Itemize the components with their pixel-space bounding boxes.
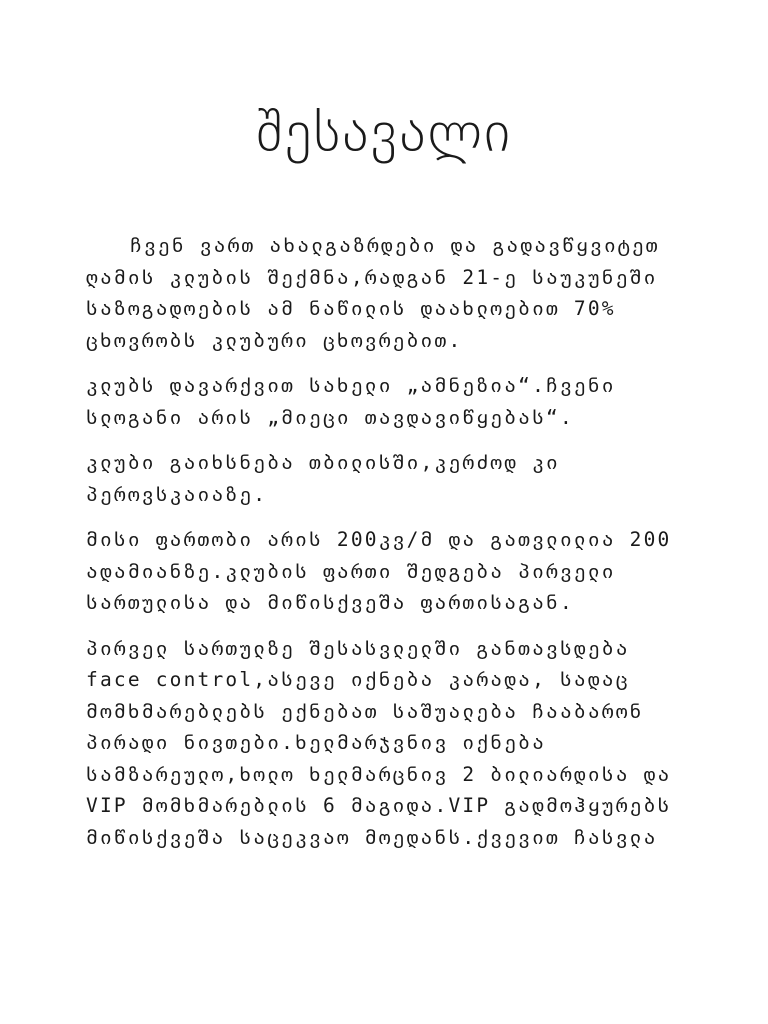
text-line: მიწისქვეშა საცეკვაო მოედანს.ქვევით ჩასვლა [86,825,658,849]
text-line: პირადი ნივთები.ხელმარჯვნივ იქნება [86,731,547,754]
text-line: მისი ფართობი არის 200კვ/მ და გათვლილია 200 [86,528,672,551]
text-line: ჩვენ ვართ ახალგაზრდები და გადავწყვიტეთ [130,234,660,257]
paragraph-intro [86,230,708,356]
text-line: პეროვსკაიაზე. [86,482,268,506]
text-line: face control,ასევე იქნება კარადა, სადაც [86,668,630,691]
document-body [86,230,708,853]
text-line: საზოგადოების ამ ნაწილის დაახლოებით 70% [86,297,616,320]
paragraph-location [86,447,708,510]
text-line: ცხოვრობს კლუბური ცხოვრებით. [86,328,463,352]
text-line: ღამის კლუბის შექმნა,რადგან 21-ე საუკუნეში [86,265,658,289]
text-line: სართულისა და მიწისქვეშა ფართისაგან. [86,591,574,614]
text-line: ადამიანზე.კლუბის ფართი შედგება პირველი [86,559,616,583]
text-line: სლოგანი არის „მიეცი თავდავიწყებას“. [86,405,574,429]
paragraph-first-floor [86,633,708,854]
text-line: კლუბი გაიხსნება თბილისში,კერძოდ კი [86,451,560,474]
text-line: პირველ სართულზე შესასვლელში განთავსდება [86,636,630,660]
paragraph-name-slogan [86,370,708,433]
text-line: VIP მომხმარებლის 6 მაგიდა.VIP გადმოჰყურებს [86,794,672,817]
text-line: მომხმარებლებს ექნებათ საშუალება ჩააბარონ [86,699,644,723]
page-title: შესავალი [255,100,513,165]
text-line: სამზარეულო,ხოლო ხელმარცნივ 2 ბილიარდისა და [86,762,672,786]
text-line: კლუბს დავარქვით სახელი „ამნეზია“.ჩვენი [86,374,616,397]
paragraph-area [86,524,708,619]
